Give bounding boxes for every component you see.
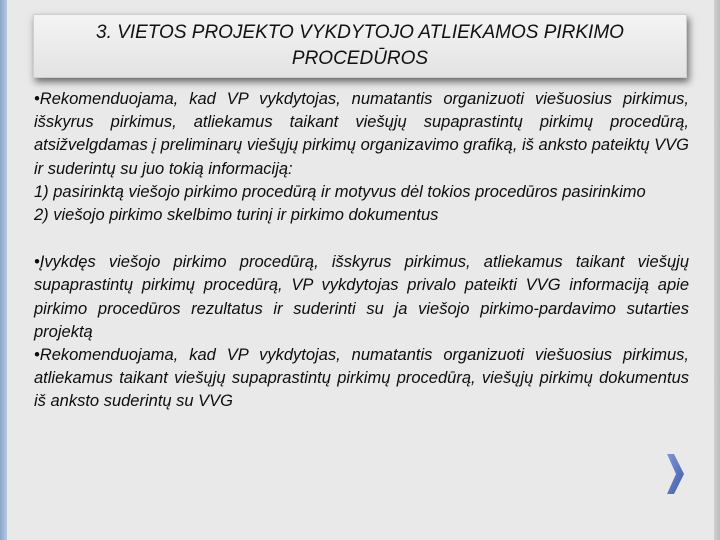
recommendation-bullet-1: •Rekomenduojama, kad VP vykdytojas, numatantis organizuoti viešuosius pirkimus, išskyrus pirkimus, atliekamus taikant viešųjų supaprastintų pirkimų procedūrą, atsižvelgdamas į preliminarų viešųjų pirkimų organizavimo grafiką, iš anksto pateiktų VVG ir suderintų su juo tokią informaciją: [34, 90, 689, 178]
right-decor-strip [714, 0, 720, 540]
recommendation-bullet-2: •Rekomenduojama, kad VP vykdytojas, numatantis organizuoti viešuosius pirkimus, atliekamus taikant viešųjų supaprastintų pirkimų procedūrą, viešųjų pirkimų dokumentus iš anksto suderintų su VVG [34, 346, 689, 411]
list-item-1: 1) pasirinktą viešojo pirkimo procedūrą ir motyvus dėl tokios procedūros pasirinkimo [34, 182, 646, 201]
slide-title: 3. VIETOS PROJEKTO VYKDYTOJO ATLIEKAMOS PIRKIMO PROCEDŪROS [96, 22, 624, 69]
slide-title-box [33, 14, 687, 78]
left-decor-strip [0, 0, 7, 540]
chevron-right-icon[interactable] [664, 452, 686, 496]
obligation-bullet: •Įvykdęs viešojo pirkimo procedūrą, išskyrus pirkimus, atliekamus taikant viešųjų supaprastintų pirkimų procedūrą, VP vykdytojas privalo pateikti VVG informaciją apie pirkimo procedūros rezultatus ir suderinti su ja viešojo pirkimo-pardavimo sutarties projektą [34, 253, 689, 341]
slide-content [34, 88, 689, 414]
list-item-2: 2) viešojo pirkimo skelbimo turinį ir pirkimo dokumentus [34, 206, 439, 225]
paragraph-gap [34, 227, 689, 251]
